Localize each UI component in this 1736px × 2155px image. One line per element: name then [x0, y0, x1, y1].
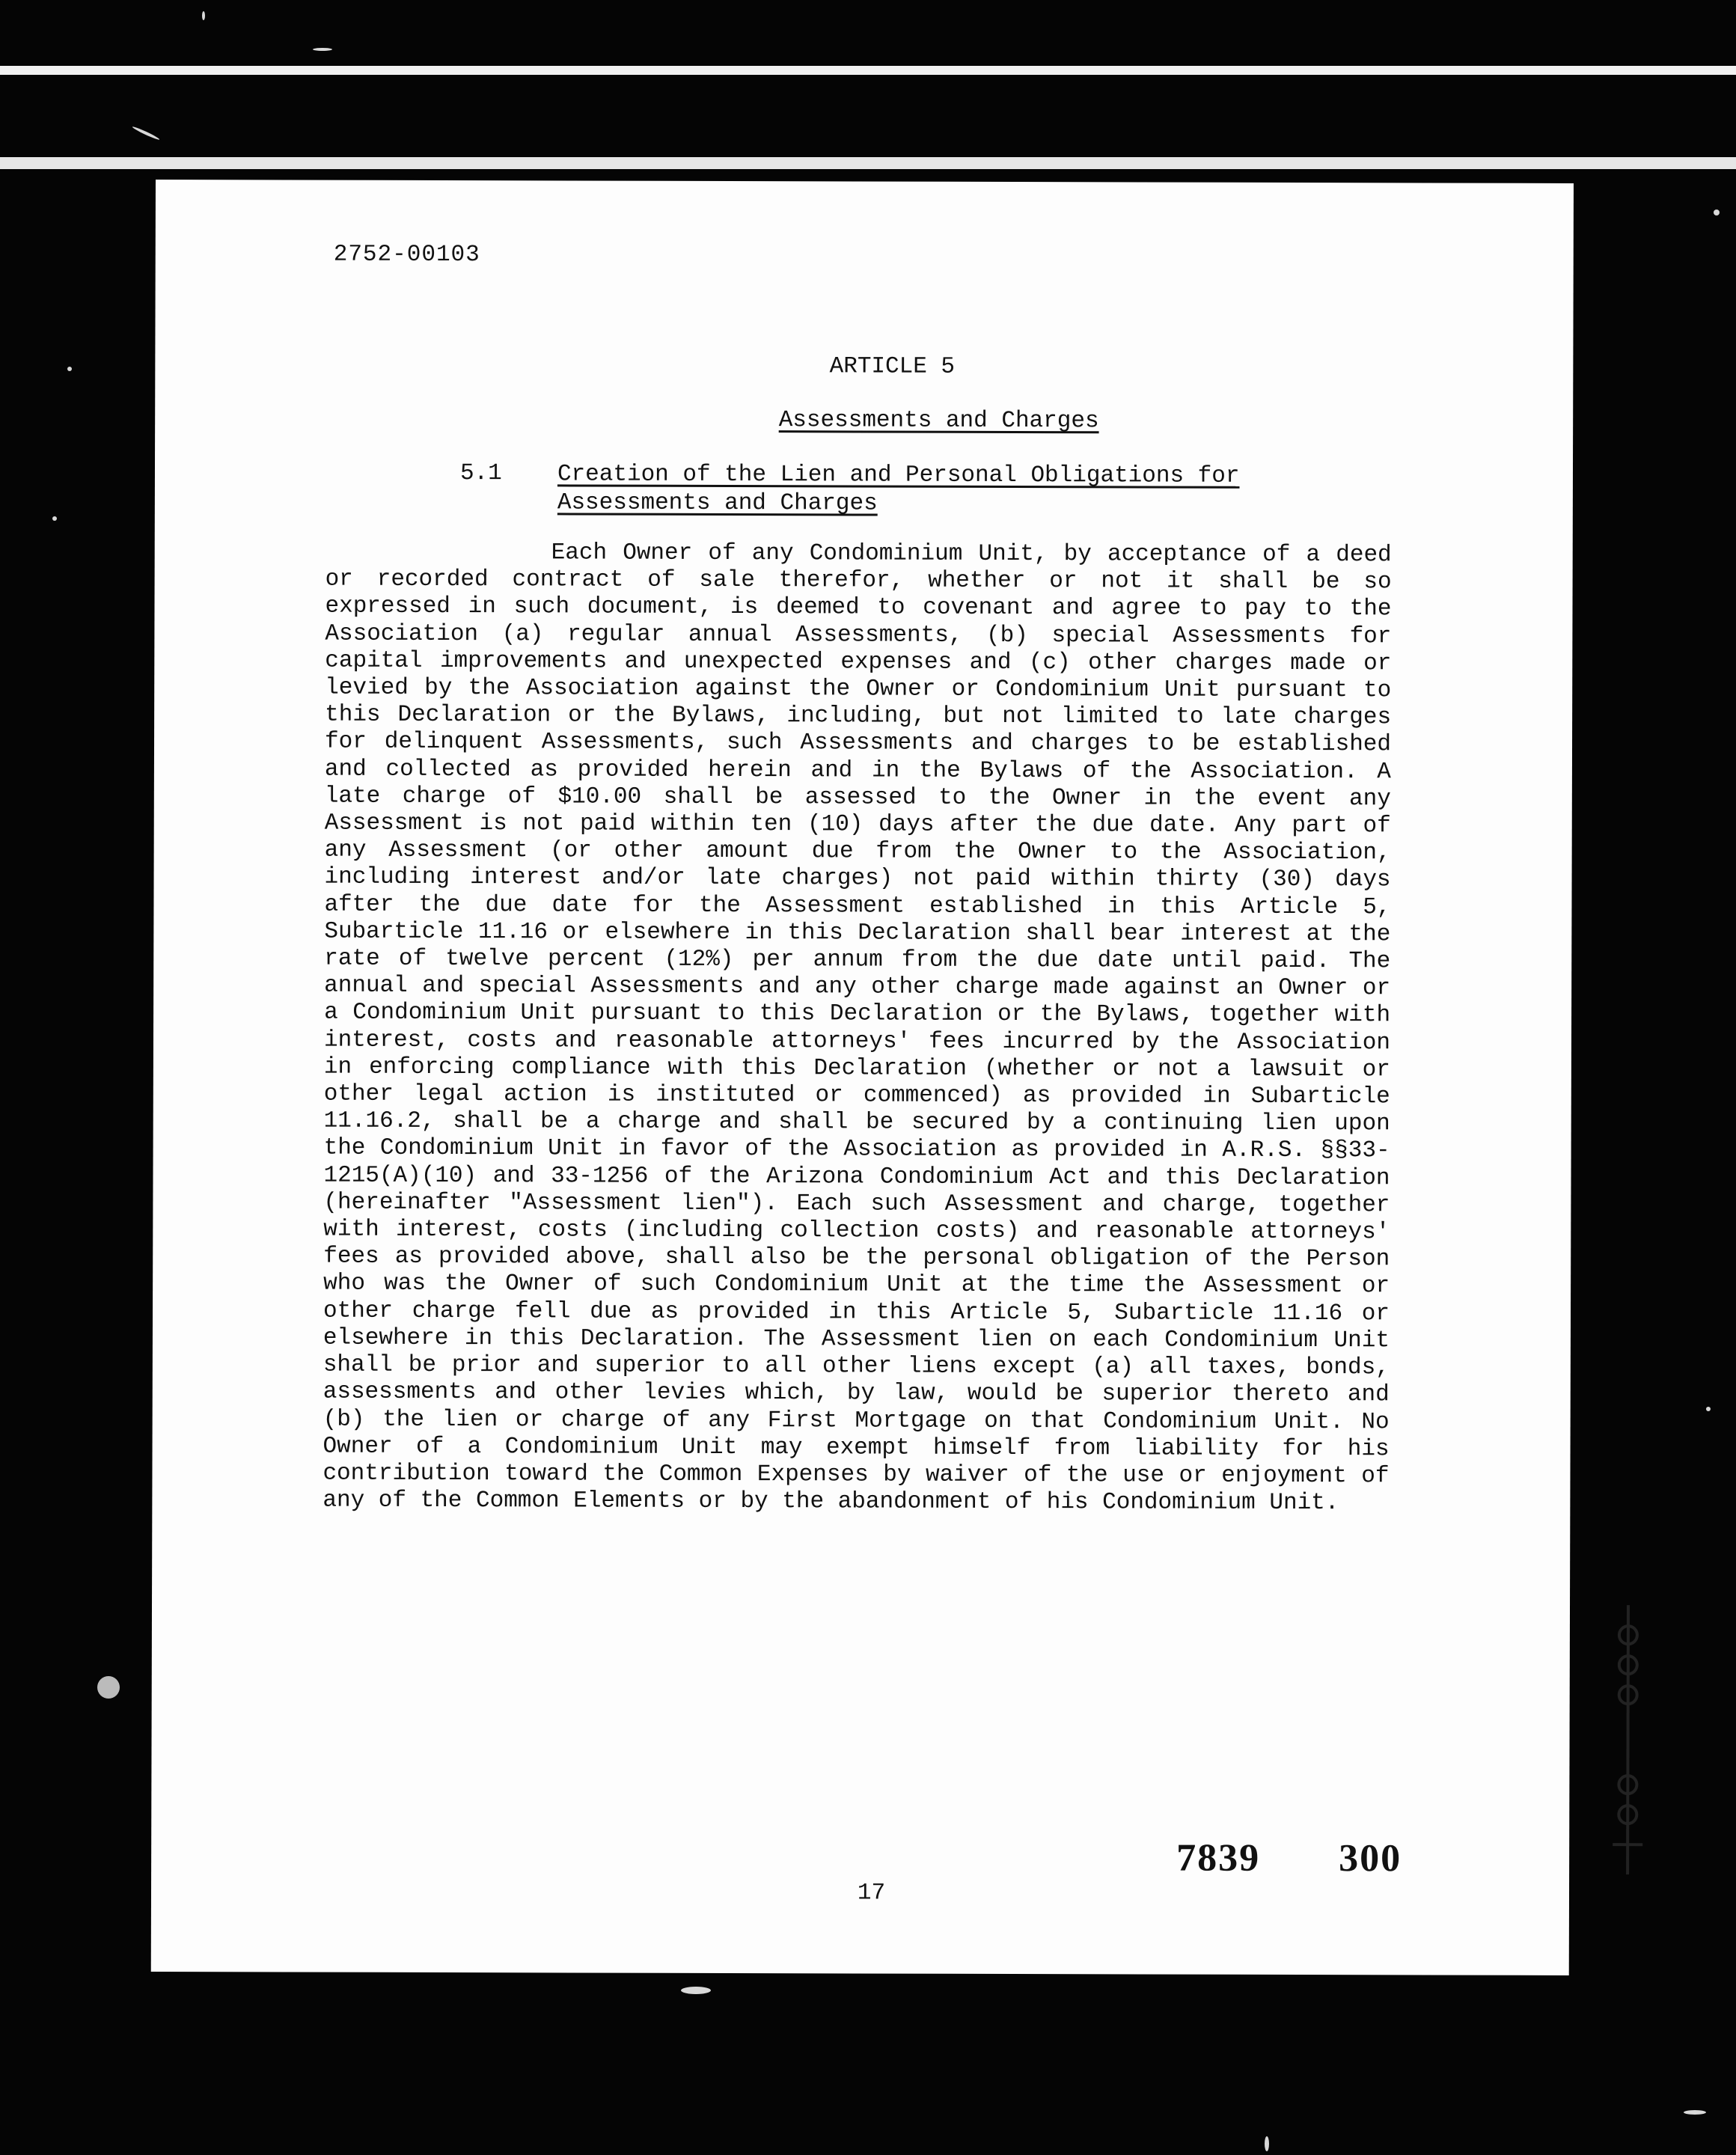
recording-page-number: 300 [1339, 1837, 1402, 1880]
article-heading: ARTICLE 5 [829, 353, 956, 380]
scan-speck [67, 367, 72, 371]
recording-book-number: 7839 [1176, 1836, 1261, 1880]
scan-speck [52, 516, 57, 521]
scan-speck [1706, 1407, 1711, 1411]
recording-stamp [1176, 1836, 1402, 1881]
scan-speck [1265, 2136, 1269, 2151]
handwritten-margin-mark [1605, 1598, 1651, 1882]
document-id: 2752-00103 [333, 241, 480, 269]
section-number: 5.1 [459, 460, 502, 487]
scan-speck [202, 11, 205, 20]
scan-speck [97, 1676, 120, 1699]
scan-speck [1684, 2110, 1706, 2115]
section-title: Creation of the Lien and Personal Obligations for Assessments and Charges [557, 461, 1240, 517]
scan-edge-strip [0, 157, 1736, 169]
page-number: 17 [857, 1880, 886, 1907]
scan-speck [313, 48, 332, 51]
body-paragraph: Each Owner of any Condominium Unit, by acceptance of a deed or recorded contract of sale therefor, whether or not it shall be so expressed in such document, is deemed to covenant and agree to pay to the Association (a) regular annual Assessments, (b) special Assessments for capital improvements and unexpected expenses and (c) other charges made or levied by the Association against the Owner or Condominium Unit pursuant to this Declaration or the Bylaws, including, but not limited to late charges for delinquent Assessments, such Assessments and charges to be established and collected as provided herein and in the Bylaws of the Association. A late charge of $10.00 shall be assessed to the Owner in the event any Assessment is not paid within ten (10) days after the due date. Any part of any Assessment (or other amount due from the Owner to the Association, including interest and/or late charges) not paid within thirty (30) days after the due date for the Assessment established in this Article 5, Subarticle 11.16 or elsewhere in this Declaration shall bear interest at the rate of twelve percent (12%) per annum from the due date until paid. The annual and special Assessments and any other charge made against an Owner or a Condominium Unit pursuant to this Declaration or the Bylaws, together with interest, costs and reasonable attorneys' fees incurred by the Association in enforcing compliance with this Declaration (whether or not a lawsuit or other legal action is instituted or commenced) as provided in Subarticle 11.16.2, shall be a charge and shall be secured by a continuing lien upon the Condominium Unit in favor of the Association as provided in A.R.S. §§33-1215(A)(10) and 33-1256 of the Arizona Condominium Act and this Declaration (hereinafter "Assessment lien"). Each such Assessment and charge, together with interest, costs (including collection costs) and reasonable attorneys' fees as provided above, shall also be the personal obligation of the Person who was the Owner of such Condominium Unit at the time the Assessment or other charge fell due as provided in this Article 5, Subarticle 11.16 or elsewhere in this Declaration. The Assessment lien on each Condominium Unit shall be prior and superior to all other liens except (a) all taxes, bonds, assessments and other levies which, by law, would be superior thereto and (b) the lien or charge of any First Mortgage on that Condominium Unit. No Owner of a Condominium Unit may exempt himself from liability for his contribution toward the Common Expenses by waiver of the use or enjoyment of any of the Common Elements or by the abandonment of his Condominium Unit. [323, 539, 1392, 1517]
scan-speck [681, 1987, 711, 1994]
document-page [151, 180, 1574, 1975]
scan-edge-strip [0, 66, 1736, 75]
article-title [155, 406, 1573, 435]
article-title-text: Assessments and Charges [778, 407, 1099, 435]
scan-speck [1714, 210, 1720, 216]
